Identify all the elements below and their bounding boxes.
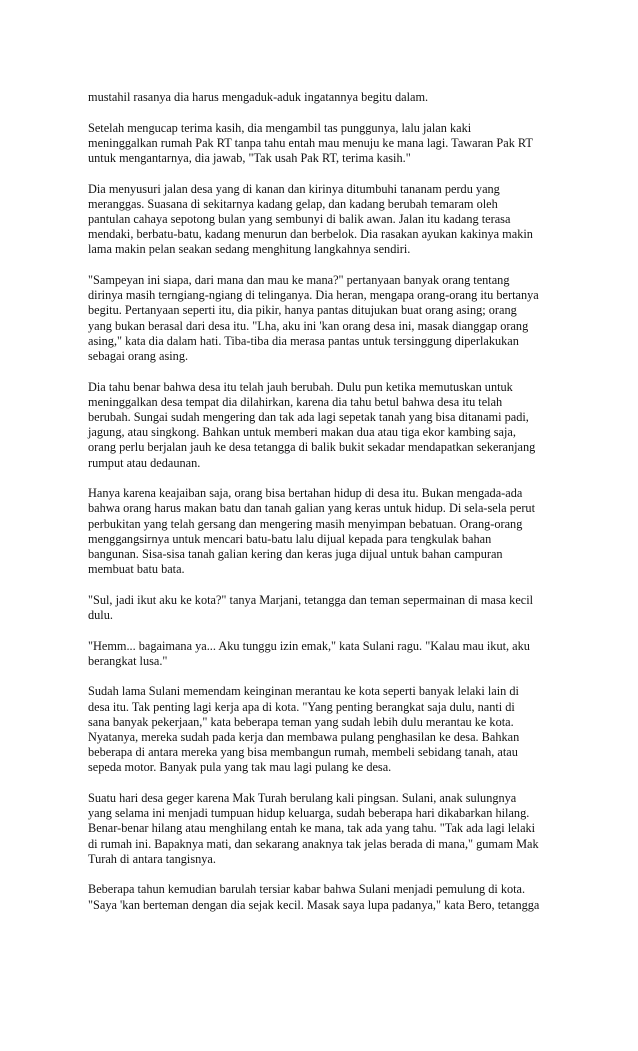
paragraph: Hanya karena keajaiban saja, orang bisa bertahan hidup di desa itu. Bukan mengada-ada bahwa orang harus makan batu dan tanah galian yang keras untuk hidup. Di sela-sela perut perbukitan yang telah gersang dan mengering masih menyimpan bebatuan. Orang-orang menggangsirnya untuk mencari batu-batu lalu dijual kepada para tengkulak bahan bangunan. Sisa-sisa tanah galian kering dan keras juga dijual untuk bahan campuran membuat batu bata. — [88, 486, 535, 577]
paragraph: "Sul, jadi ikut aku ke kota?" tanya Marjani, tetangga dan teman sepermainan di masa kecil dulu. — [88, 592, 534, 623]
document-page — [88, 90, 550, 928]
paragraph: Setelah mengucap terima kasih, dia mengambil tas punggunya, lalu jalan kaki meninggalkan rumah Pak RT tanpa tahu entah mau menuju ke mana lagi. Tawaran Pak RT untuk mengantarnya, dia jawab, "Tak usah Pak RT, terima kasih." — [88, 120, 533, 165]
paragraph: mustahil rasanya dia harus mengaduk-aduk ingatannya begitu dalam. — [88, 90, 429, 104]
paragraph: "Sampeyan ini siapa, dari mana dan mau ke mana?" pertanyaan banyak orang tentang dirinya masih terngiang-ngiang di telinganya. Dia heran, mengapa orang-orang itu bertanya begitu. Pertanyaan seperti itu, dia pikir, hanya pantas ditujukan buat orang asing; orang yang bukan berasal dari desa itu. "Lha, aku ini 'kan orang desa ini, masak dianggap orang asing," kata dia dalam hati. Tiba-tiba dia merasa pantas untuk tersinggung diperlakukan sebagai orang asing. — [88, 273, 539, 364]
paragraph: Dia menyusuri jalan desa yang di kanan dan kirinya ditumbuhi tananam perdu yang meranggas. Suasana di sekitarnya kadang gelap, dan kadang berubah temaram oleh pantulan cahaya sepotong bulan yang sembunyi di balik awan. Jalan itu kadang terasa mendaki, berbatu-batu, kadang menurun dan berbelok. Dia rasakan ayukan kakinya makin lama makin pelan seakan sedang menghitung langkahnya sendiri. — [88, 181, 533, 257]
paragraph: Sudah lama Sulani memendam keinginan merantau ke kota seperti banyak lelaki lain di desa itu. Tak penting lagi kerja apa di kota. "Yang penting berangkat saja dulu, nanti di sana banyak pekerjaan," kata beberapa teman yang sudah lebih dulu merantau ke kota. Nyatanya, mereka sudah pada kerja dan membawa pulang penghasilan ke desa. Bahkan beberapa di antara mereka yang bisa membangun rumah, membeli sebidang tanah, atau sepeda motor. Banyak pula yang tak mau lagi pulang ke desa. — [88, 684, 520, 775]
paragraph: Beberapa tahun kemudian barulah tersiar kabar bahwa Sulani menjadi pemulung di kota. "Saya 'kan berteman dengan dia sejak kecil. Masak saya lupa padanya," kata Bero, tetangga — [88, 882, 540, 912]
paragraph: "Hemm... bagaimana ya... Aku tunggu izin emak," kata Sulani ragu. "Kalau mau ikut, aku berangkat lusa." — [88, 638, 530, 668]
paragraph: Suatu hari desa geger karena Mak Turah berulang kali pingsan. Sulani, anak sulungnya yang selama ini menjadi tumpuan hidup keluarga, sudah beberapa hari dikabarkan hilang. Benar-benar hilang atau menghilang entah ke mana, tak ada yang tahu. "Tak ada lagi lelaki di rumah ini. Bapaknya mati, dan sekarang anaknya tak jelas berada di mana," gumam Mak Turah di antara tangisnya. — [88, 791, 539, 866]
paragraph: Dia tahu benar bahwa desa itu telah jauh berubah. Dulu pun ketika memutuskan untuk meninggalkan desa tempat dia dilahirkan, karena dia tahu betul bahwa desa itu telah berubah. Sungai sudah mengering dan tak ada lagi sepetak tanah yang bisa ditanami padi, jagung, atau singkong. Bahkan untuk memberi makan dua atau tiga ekor kambing saja, orang perlu berjalan jauh ke desa tetangga di balik bukit sekadar mendapatkan sekeranjang rumput atau dedaunan. — [88, 379, 536, 470]
